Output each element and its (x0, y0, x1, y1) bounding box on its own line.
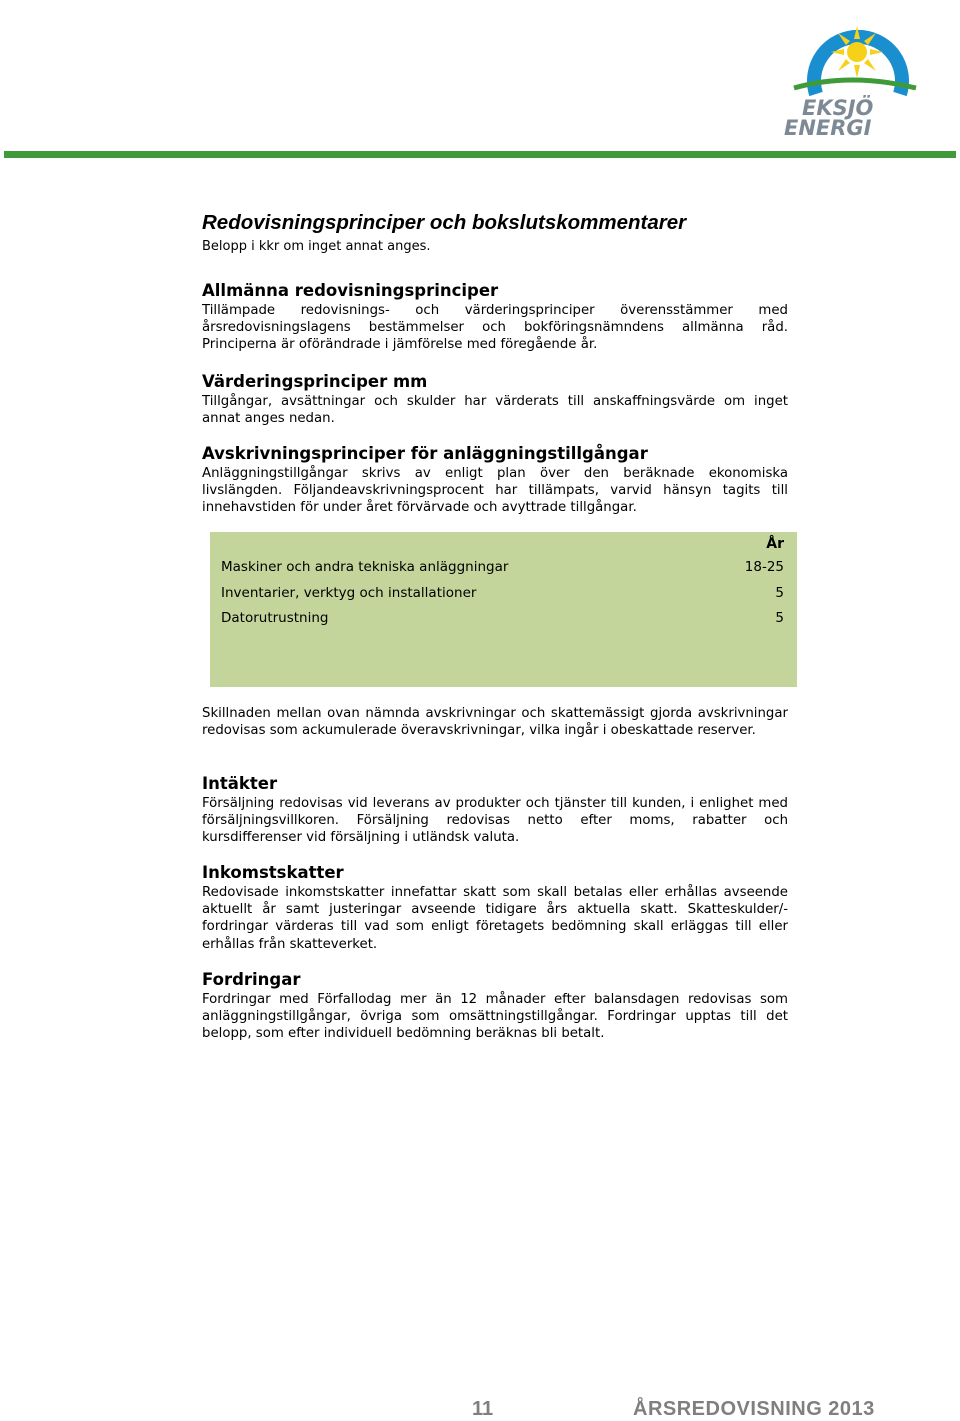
row-label: Maskiner och andra tekniska anläggningar (221, 559, 509, 575)
section-heading: Fordringar (202, 970, 301, 989)
column-header-years: År (766, 536, 784, 552)
document-title: Redovisningsprinciper och bokslutskommentarer (202, 211, 687, 234)
report-title: ÅRSREDOVISNING 2013 (633, 1398, 875, 1420)
row-label: Inventarier, verktyg och installationer (221, 585, 477, 601)
row-years: 5 (775, 610, 784, 626)
header-divider (4, 151, 956, 158)
page-number: 11 (472, 1398, 494, 1420)
section-heading: Inkomstskatter (202, 863, 344, 882)
svg-text:EKSJÖ: EKSJÖ (802, 96, 874, 120)
section-body: Tillämpade redovisnings- och värderingsprinciper överensstämmer med årsredovisningslagens bestämmelser och bokföringsnämndens allmänna råd. Principerna är oförändrade i jämförelse med föregående år. (202, 303, 788, 353)
section-receivables (202, 970, 788, 1043)
row-years: 18-25 (744, 559, 784, 575)
row-label: Datorutrustning (221, 610, 329, 626)
section-heading: Allmänna redovisningsprinciper (202, 281, 499, 300)
section-general-principles (202, 281, 788, 354)
section-valuation-principles (202, 372, 788, 427)
document-subtitle: Belopp i kkr om inget annat anges. (202, 239, 431, 254)
section-revenue (202, 774, 788, 847)
section-depreciation-difference (202, 705, 788, 739)
table-row (221, 559, 784, 579)
section-body: Skillnaden mellan ovan nämnda avskrivningar och skattemässigt gjorda avskrivningar redovisas som ackumulerade överavskrivningar, vilka ingår i obeskattade reserver. (202, 706, 788, 739)
table-row (221, 585, 784, 605)
section-body: Anläggningstillgångar skrivs av enligt plan över den beräknade ekonomiska livslängden. Följandeavskrivningsprocent har tillämpats, varvid hänsyn tagits till innehavstiden för under året förvärvade och avyttrade tillgångar. (202, 466, 788, 516)
row-years: 5 (775, 585, 784, 601)
section-depreciation-principles (202, 444, 788, 517)
eksjo-energi-logo (780, 2, 925, 140)
svg-text:ENERGI: ENERGI (784, 116, 872, 140)
table-row (221, 610, 784, 630)
section-heading: Värderingsprinciper mm (202, 372, 428, 391)
section-heading: Intäkter (202, 774, 278, 793)
section-heading: Avskrivningsprinciper för anläggningstillgångar (202, 444, 648, 463)
section-body: Redovisade inkomstskatter innefattar skatt som skall betalas eller erhållas avseende aktuellt år samt justeringar avseende tidigare års aktuella skatt. Skatteskulder/-fordringar värderas till vad som enligt företagets bedömning skall erläggas till eller erhållas från skatteverket. (202, 885, 788, 952)
depreciation-table (210, 532, 797, 687)
section-body: Försäljning redovisas vid leverans av produkter och tjänster till kunden, i enlighet med försäljningsvillkoren. Försäljning redovisas netto efter moms, rabatter och kursdifferenser vid försäljning i utländsk valuta. (202, 796, 788, 846)
section-body: Tillgångar, avsättningar och skulder har värderats till anskaffningsvärde om inget annat anges nedan. (202, 394, 788, 427)
section-income-taxes (202, 863, 788, 953)
section-body: Fordringar med Förfallodag mer än 12 månader efter balansdagen redovisas som anläggningstillgångar, övriga som omsättningstillgångar. Fordringar upptas till det belopp, som efter individuell bedömning beräknas bli betalt. (202, 992, 788, 1042)
